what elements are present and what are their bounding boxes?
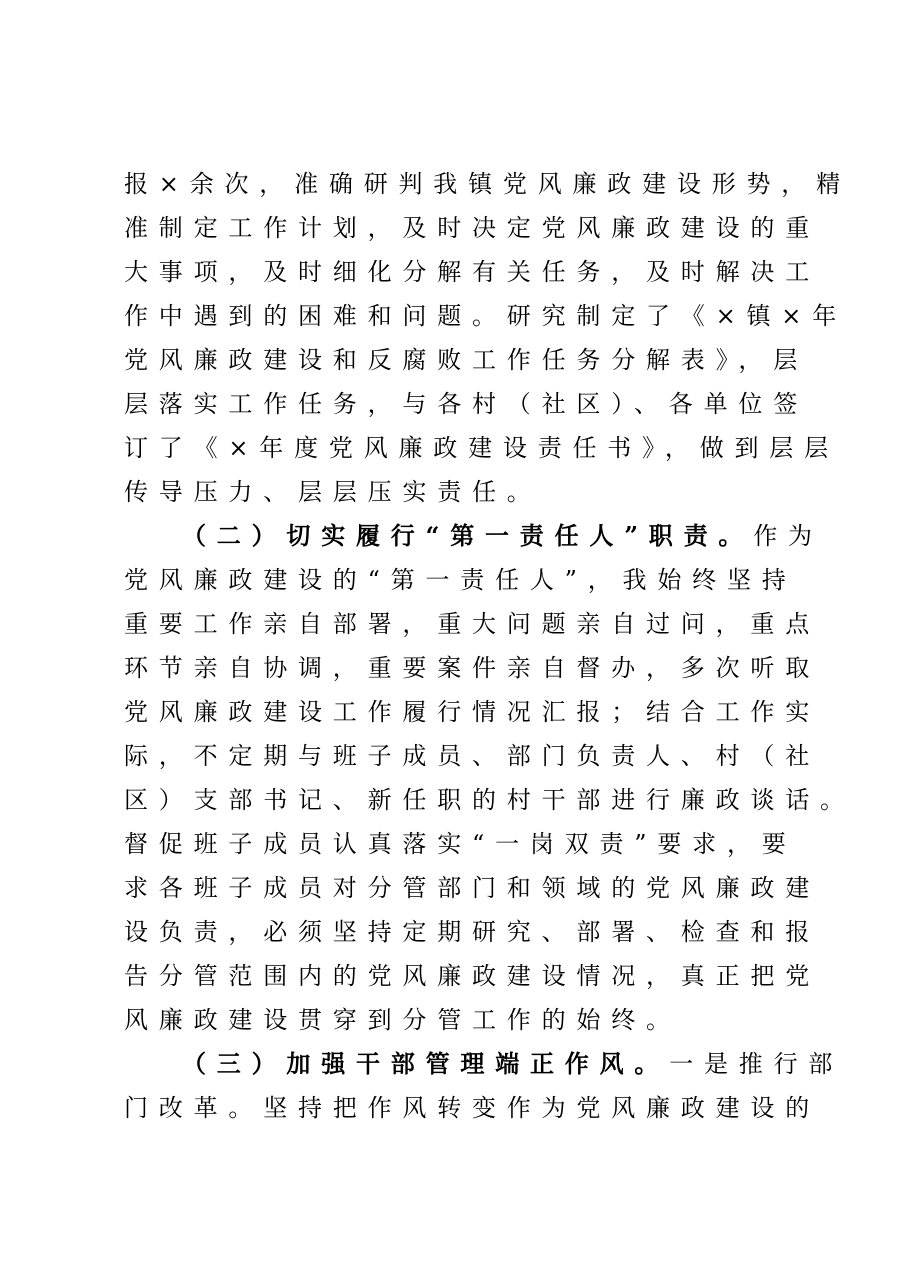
text-line [124, 250, 820, 294]
text-line [124, 426, 839, 470]
line-text: 环节亲自协调，重要案件亲自督办，多次听取 [124, 654, 820, 682]
line-text: 订了《×年度党风廉政建设责任书》，做到层层 [124, 434, 839, 462]
text-line [124, 470, 804, 514]
text-line [124, 690, 820, 734]
line-text: 门改革。坚持把作风转变作为党风廉政建设的 [124, 1094, 820, 1122]
line-text: 告分管范围内的党风廉政建设情况，真正把党 [124, 962, 820, 990]
text-line [124, 866, 820, 910]
text-line [124, 558, 804, 602]
section-heading: （二）切实履行“第一责任人”职责。 [182, 521, 754, 550]
line-text: 作中遇到的困难和问题。研究制定了《×镇×年 [124, 302, 848, 330]
text-line [124, 646, 820, 690]
line-text: 重要工作亲自部署，重大问题亲自过问，重点 [124, 610, 820, 638]
line-text: 风廉政建设贯穿到分管工作的始终。 [124, 1006, 681, 1034]
text-line [124, 338, 808, 382]
text-line [124, 910, 820, 954]
section-heading-line [182, 1042, 862, 1086]
text-line [124, 382, 808, 426]
line-text: 党风廉政建设工作履行情况汇报；结合工作实 [124, 698, 820, 726]
line-text: 报×余次，准确研判我镇党风廉政建设形势，精 [124, 170, 851, 198]
line-text: 一是推行部 [669, 1050, 844, 1078]
line-text: 传导压力、层层压实责任。 [124, 478, 542, 506]
text-line [124, 778, 855, 822]
line-text: 督促班子成员认真落实“一岗双责”要求，要 [124, 830, 797, 858]
section-heading: （三）加强干部管理端正作风。 [182, 1049, 670, 1078]
line-text: 际，不定期与班子成员、部门负责人、村（社 [124, 742, 820, 770]
text-line [124, 822, 804, 866]
line-text: 作为 [753, 522, 823, 550]
text-line [124, 294, 848, 338]
text-line [124, 162, 851, 206]
text-line [124, 734, 820, 778]
section-heading-line [182, 514, 862, 558]
line-text: 准制定工作计划，及时决定党风廉政建设的重 [124, 214, 820, 242]
text-line [124, 998, 804, 1042]
line-text: 党风廉政建设的“第一责任人”，我始终坚持 [124, 566, 797, 594]
text-line [124, 602, 820, 646]
line-text: 党风廉政建设和反腐败工作任务分解表》，层 [124, 346, 808, 374]
line-text: 大事项，及时细化分解有关任务，及时解决工 [124, 258, 820, 286]
text-line [124, 954, 820, 998]
line-text: 区）支部书记、新任职的村干部进行廉政谈话。 [124, 786, 855, 814]
line-text: 设负责，必须坚持定期研究、部署、检查和报 [124, 918, 820, 946]
text-line [124, 206, 820, 250]
text-line [124, 1086, 820, 1130]
line-text: 求各班子成员对分管部门和领域的党风廉政建 [124, 874, 820, 902]
line-text: 层落实工作任务，与各村（社区）、各单位签 [124, 390, 808, 418]
